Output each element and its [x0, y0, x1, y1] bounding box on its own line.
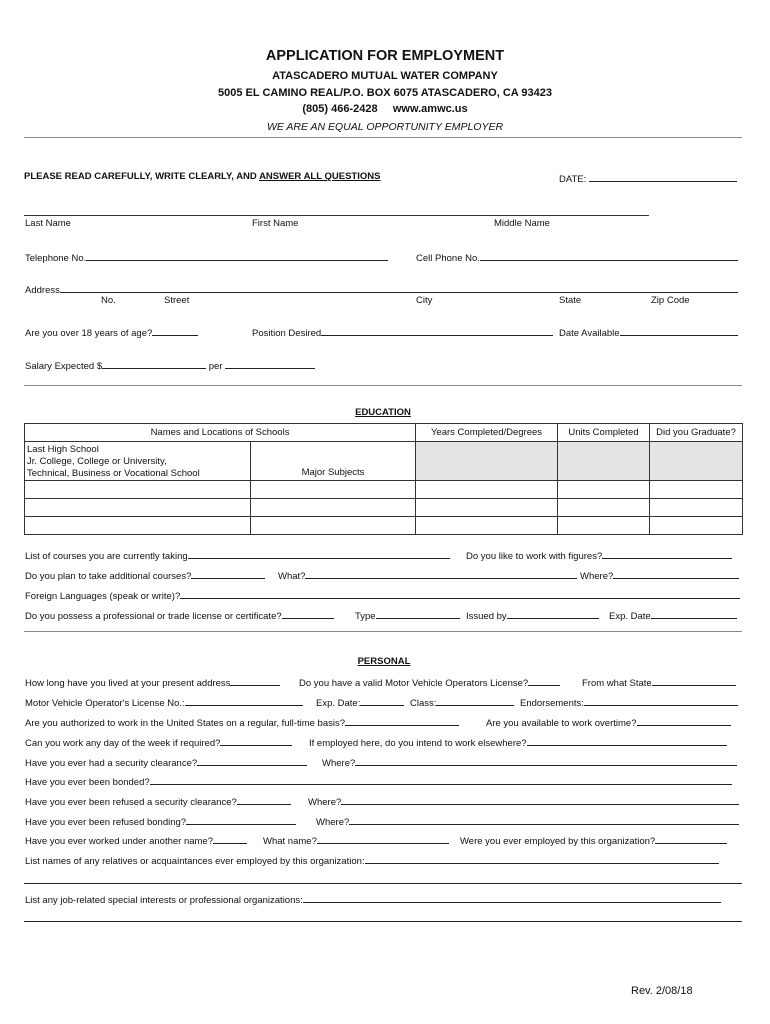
cell-line[interactable] [480, 251, 738, 261]
from-state-field[interactable] [582, 676, 736, 689]
position-label: Position Desired [252, 328, 322, 339]
position-field[interactable] [252, 326, 553, 339]
major-subjects-label: Major Subjects [301, 467, 365, 478]
valid-license-line[interactable] [528, 676, 560, 686]
license-label: Do you possess a professional or trade license or certificate? [25, 611, 282, 622]
col-units-header: Units Completed [558, 424, 650, 442]
elsewhere-line[interactable] [527, 736, 727, 746]
refused-clearance-where-label: Where? [308, 797, 342, 808]
elsewhere-label: If employed here, do you intend to work elsewhere? [309, 738, 527, 749]
bonded-line[interactable] [150, 775, 732, 785]
address-line[interactable] [60, 283, 738, 293]
cell-label: Cell Phone No. [416, 253, 480, 264]
current-courses-field[interactable] [25, 549, 450, 562]
additional-courses-line[interactable] [191, 569, 265, 579]
license-type-label: Type [355, 611, 376, 622]
additional-what-field[interactable] [278, 569, 577, 582]
grad-cell[interactable] [650, 481, 743, 499]
lived-field[interactable] [25, 676, 280, 689]
interests-line[interactable] [303, 893, 721, 903]
mv-license-no-field[interactable] [25, 696, 303, 709]
first-name-label: First Name [252, 218, 299, 229]
address-label: Address [25, 285, 60, 296]
education-row-high-school[interactable] [25, 442, 743, 481]
clearance-where-label: Where? [322, 758, 356, 769]
license-line[interactable] [282, 609, 334, 619]
grad-cell[interactable] [650, 517, 743, 535]
relatives-line[interactable] [365, 854, 719, 864]
what-name-label: What name? [263, 836, 317, 847]
other-name-line[interactable] [213, 834, 247, 844]
education-row[interactable] [25, 499, 743, 517]
from-state-label: From what State [582, 678, 652, 689]
languages-line[interactable] [180, 589, 740, 599]
subject-cell[interactable] [251, 517, 416, 535]
license-type-line[interactable] [376, 609, 460, 619]
refused-clearance-label: Have you ever been refused a security clearance? [25, 797, 237, 808]
interests-extra-line[interactable] [24, 921, 742, 922]
units-cell[interactable] [558, 517, 650, 535]
authorized-label: Are you authorized to work in the United States on a regular, full-time basis? [25, 718, 346, 729]
figures-line[interactable] [602, 549, 732, 559]
authorized-field[interactable] [25, 716, 459, 729]
employed-org-field[interactable] [460, 834, 727, 847]
additional-where-label: Where? [580, 571, 614, 582]
date-available-line[interactable] [620, 326, 738, 336]
languages-label: Foreign Languages (speak or write)? [25, 591, 181, 602]
date-label: DATE: [559, 174, 587, 185]
salary-per-label: per [208, 361, 223, 372]
refused-bonding-label: Have you ever been refused bonding? [25, 817, 187, 828]
valid-license-field[interactable] [299, 676, 560, 689]
salary-per-line[interactable] [225, 359, 315, 369]
mv-class-line[interactable] [436, 696, 514, 706]
other-name-label: Have you ever worked under another name? [25, 836, 214, 847]
license-issued-line[interactable] [507, 609, 599, 619]
bonded-field[interactable] [25, 775, 732, 788]
over18-field[interactable] [25, 326, 198, 339]
any-day-line[interactable] [220, 736, 292, 746]
elsewhere-field[interactable] [309, 736, 727, 749]
over18-label: Are you over 18 years of age? [25, 328, 153, 339]
education-row[interactable] [25, 517, 743, 535]
what-name-field[interactable] [263, 834, 449, 847]
mv-license-no-label: Motor Vehicle Operator's License No.: [25, 698, 185, 709]
over18-line[interactable] [152, 326, 198, 336]
row-technical-label: Technical, Business or Vocational School [27, 468, 200, 479]
refused-clearance-where-field[interactable] [308, 795, 739, 808]
years-cell[interactable] [416, 499, 558, 517]
date-line[interactable] [589, 172, 737, 182]
revision-label: Rev. 2/08/18 [631, 985, 693, 997]
mv-endorse-label: Endorsements: [520, 698, 584, 709]
col-schools-header: Names and Locations of Schools [25, 424, 416, 442]
other-name-field[interactable] [25, 834, 247, 847]
date-field[interactable] [559, 172, 737, 185]
col-grad-header: Did you Graduate? [650, 424, 743, 442]
eoe-statement: WE ARE AN EQUAL OPPORTUNITY EMPLOYER [266, 121, 504, 133]
address-street-label: Street [164, 295, 190, 306]
figures-label: Do you like to work with figures? [466, 551, 603, 562]
mv-exp-line[interactable] [360, 696, 404, 706]
lived-label: How long have you lived at your present address [25, 678, 231, 689]
overtime-line[interactable] [637, 716, 731, 726]
personal-heading: PERSONAL [357, 656, 411, 667]
what-name-line[interactable] [317, 834, 449, 844]
license-exp-label: Exp. Date [609, 611, 651, 622]
units-cell[interactable] [558, 481, 650, 499]
mv-endorse-line[interactable] [584, 696, 738, 706]
license-type-field[interactable] [355, 609, 460, 622]
telephone-label: Telephone No. [25, 253, 87, 264]
years-cell-shaded [416, 442, 558, 481]
education-heading: EDUCATION [355, 407, 411, 418]
relatives-field[interactable] [25, 854, 719, 867]
refused-bonding-line[interactable] [186, 815, 296, 825]
address-state-label: State [559, 295, 582, 306]
additional-courses-label: Do you plan to take additional courses? [25, 571, 192, 582]
address-field[interactable] [25, 283, 738, 296]
interests-field[interactable] [25, 893, 721, 906]
row-college-label: Jr. College, College or University, [27, 456, 167, 467]
additional-courses-field[interactable] [25, 569, 265, 582]
refused-bonding-where-label: Where? [316, 817, 350, 828]
instructions-text: PLEASE READ CAREFULLY, WRITE CLEARLY, AND [24, 171, 260, 182]
refused-clearance-where-line[interactable] [341, 795, 739, 805]
refused-bonding-where-field[interactable] [316, 815, 739, 828]
clearance-where-line[interactable] [355, 756, 737, 766]
header-divider [24, 137, 742, 138]
additional-where-field[interactable] [580, 569, 739, 582]
school-cell[interactable] [25, 517, 251, 535]
years-cell[interactable] [416, 481, 558, 499]
school-cell[interactable] [25, 499, 251, 517]
bonded-label: Have you ever been bonded? [25, 777, 150, 788]
salary-field[interactable] [25, 359, 315, 372]
current-courses-line[interactable] [188, 549, 450, 559]
clearance-line[interactable] [197, 756, 307, 766]
subject-cell[interactable] [251, 499, 416, 517]
languages-field[interactable] [25, 589, 740, 602]
instructions [24, 171, 380, 182]
clearance-where-field[interactable] [322, 756, 737, 769]
grad-cell[interactable] [650, 499, 743, 517]
license-issued-label: Issued by [466, 611, 507, 622]
mv-class-field[interactable] [410, 696, 514, 709]
subject-cell[interactable] [251, 481, 416, 499]
current-courses-label: List of courses you are currently taking [25, 551, 188, 562]
telephone-field[interactable] [25, 251, 388, 264]
education-row[interactable] [25, 481, 743, 499]
education-table [24, 423, 743, 535]
instructions-emphasis: ANSWER ALL QUESTIONS [259, 171, 381, 182]
relatives-extra-line[interactable] [24, 883, 742, 884]
section-divider-personal [24, 631, 742, 632]
school-cell[interactable] [25, 481, 251, 499]
refused-bonding-field[interactable] [25, 815, 296, 828]
additional-what-line[interactable] [305, 569, 577, 579]
grad-cell-shaded [650, 442, 743, 481]
date-available-field[interactable] [559, 326, 738, 339]
company-address: 5005 EL CAMINO REAL/P.O. BOX 6075 ATASCADERO, CA 93423 [218, 87, 552, 99]
form-title: APPLICATION FOR EMPLOYMENT [265, 48, 505, 64]
units-cell[interactable] [558, 499, 650, 517]
employed-org-label: Were you ever employed by this organization? [460, 836, 656, 847]
clearance-label: Have you ever had a security clearance? [25, 758, 198, 769]
from-state-line[interactable] [652, 676, 736, 686]
overtime-field[interactable] [486, 716, 731, 729]
telephone-line[interactable] [86, 251, 388, 261]
license-exp-field[interactable] [609, 609, 737, 622]
refused-clearance-line[interactable] [237, 795, 291, 805]
employed-org-line[interactable] [655, 834, 727, 844]
years-cell[interactable] [416, 517, 558, 535]
any-day-label: Can you work any day of the week if required? [25, 738, 221, 749]
address-city-label: City [416, 295, 433, 306]
salary-label: Salary Expected $ [25, 361, 103, 372]
figures-field[interactable] [466, 549, 732, 562]
school-type-cell [25, 442, 251, 481]
education-header-row [25, 424, 743, 442]
major-subjects-cell[interactable] [251, 442, 416, 481]
salary-line[interactable] [102, 359, 206, 369]
mv-class-label: Class: [410, 698, 437, 709]
mv-license-no-line[interactable] [185, 696, 303, 706]
row-high-school-label: Last High School [27, 444, 99, 455]
clearance-field[interactable] [25, 756, 307, 769]
address-zip-label: Zip Code [651, 295, 690, 306]
relatives-label: List names of any relatives or acquaintances ever employed by this organization: [25, 856, 365, 867]
middle-name-label: Middle Name [494, 218, 550, 229]
overtime-label: Are you available to work overtime? [486, 718, 637, 729]
valid-license-label: Do you have a valid Motor Vehicle Operators License? [299, 678, 529, 689]
company-website[interactable]: www.amwc.us [392, 103, 468, 115]
mv-exp-field[interactable] [316, 696, 404, 709]
company-contact [0, 103, 770, 115]
name-line[interactable] [24, 215, 649, 216]
license-exp-line[interactable] [651, 609, 737, 619]
mv-endorse-field[interactable] [520, 696, 738, 709]
position-line[interactable] [321, 326, 553, 336]
address-no-label: No. [101, 295, 116, 306]
cell-field[interactable] [416, 251, 738, 264]
mv-exp-label: Exp. Date: [316, 698, 361, 709]
date-available-label: Date Available [559, 328, 620, 339]
last-name-label: Last Name [25, 218, 71, 229]
any-day-field[interactable] [25, 736, 292, 749]
lived-line[interactable] [230, 676, 280, 686]
section-divider-education [24, 385, 742, 386]
license-field[interactable] [25, 609, 334, 622]
company-name: ATASCADERO MUTUAL WATER COMPANY [272, 70, 498, 82]
additional-what-label: What? [278, 571, 306, 582]
refused-bonding-where-line[interactable] [349, 815, 739, 825]
company-phone: (805) 466-2428 [302, 103, 378, 115]
refused-clearance-field[interactable] [25, 795, 291, 808]
authorized-line[interactable] [345, 716, 459, 726]
interests-label: List any job-related special interests or professional organizations: [25, 895, 303, 906]
col-years-header: Years Completed/Degrees [416, 424, 558, 442]
license-issued-field[interactable] [466, 609, 599, 622]
units-cell-shaded [558, 442, 650, 481]
additional-where-line[interactable] [613, 569, 739, 579]
